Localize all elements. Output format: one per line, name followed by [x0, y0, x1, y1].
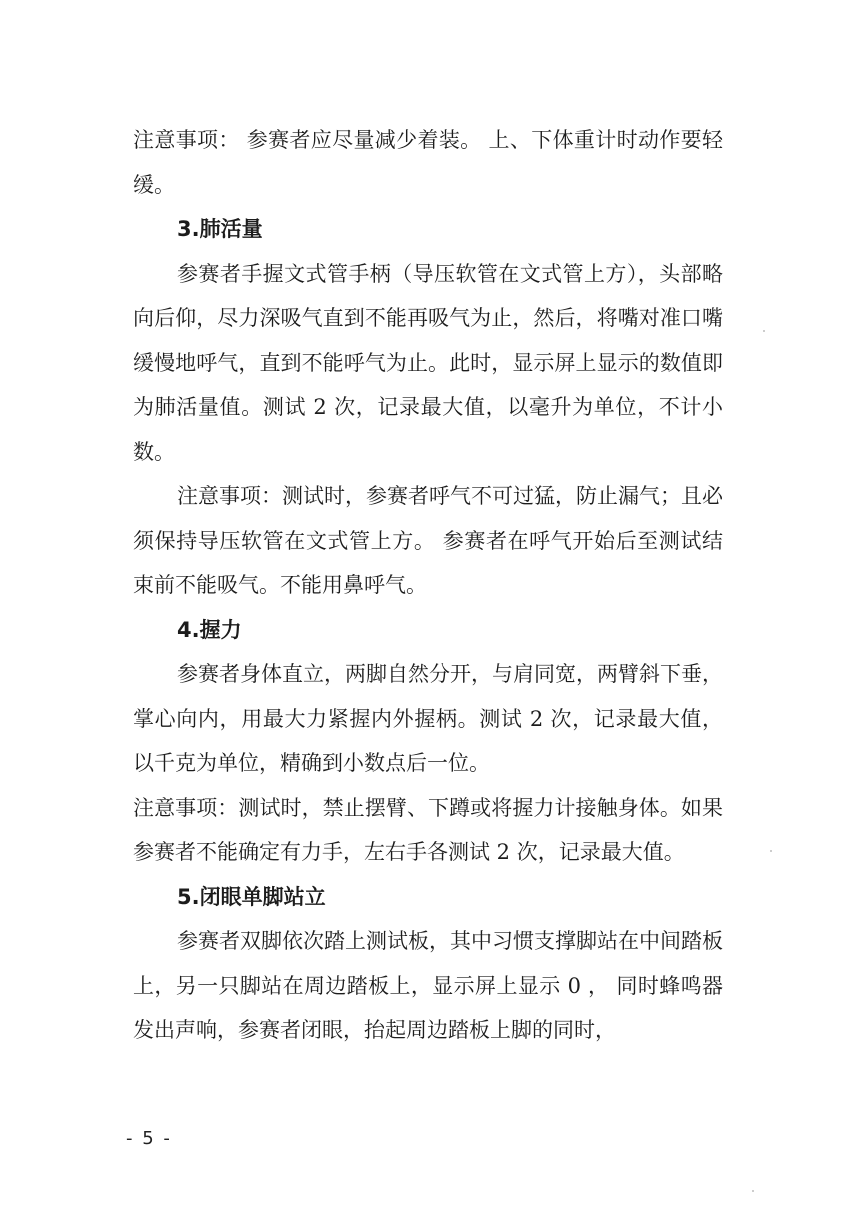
- page-number: - 5 -: [126, 1128, 172, 1149]
- scan-speck: [752, 1190, 754, 1192]
- heading-grip-strength: 4.握力: [177, 617, 242, 642]
- document-body: [133, 118, 723, 1053]
- heading-one-leg-stand: 5.闭眼单脚站立: [177, 884, 326, 909]
- paragraph-one-leg-stand-procedure: 参赛者双脚依次踏上测试板，其中习惯支撑脚站在中间踏板上，另一只脚站在周边踏板上，显示屏上显示 0 ， 同时蜂鸣器发出声响，参赛者闭眼，抬起周边踏板上脚的同时，: [133, 929, 723, 1042]
- scan-speck: [770, 850, 772, 852]
- heading-vital-capacity: 3.肺活量: [177, 217, 263, 241]
- scan-speck: [763, 330, 765, 332]
- paragraph-grip-strength-procedure: 参赛者身体直立，两脚自然分开，与肩同宽，两臂斜下垂，掌心向内，用最大力紧握内外握柄。测试 2 次，记录最大值，以千克为单位，精确到小数点后一位。: [133, 662, 723, 775]
- paragraph-attention-weight: 注意事项： 参赛者应尽量减少着装。 上、下体重计时动作要轻缓。: [133, 128, 723, 197]
- paragraph-vital-capacity-attention: 注意事项：测试时，参赛者呼气不可过猛，防止漏气；且必须保持导压软管在文式管上方。 参赛者在呼气开始后至测试结束前不能吸气。不能用鼻呼气。: [133, 484, 723, 597]
- paragraph-vital-capacity-procedure: 参赛者手握文式管手柄（导压软管在文式管上方），头部略向后仰，尽力深吸气直到不能再吸气为止，然后，将嘴对准口嘴缓慢地呼气，直到不能呼气为止。此时，显示屏上显示的数值即为肺活量值。测试 2 次，记录最大值，以毫升为单位，不计小数。: [133, 261, 723, 464]
- paragraph-grip-strength-attention: 注意事项：测试时，禁止摆臂、下蹲或将握力计接触身体。如果参赛者不能确定有力手，左右手各测试 2 次，记录最大值。: [133, 795, 723, 864]
